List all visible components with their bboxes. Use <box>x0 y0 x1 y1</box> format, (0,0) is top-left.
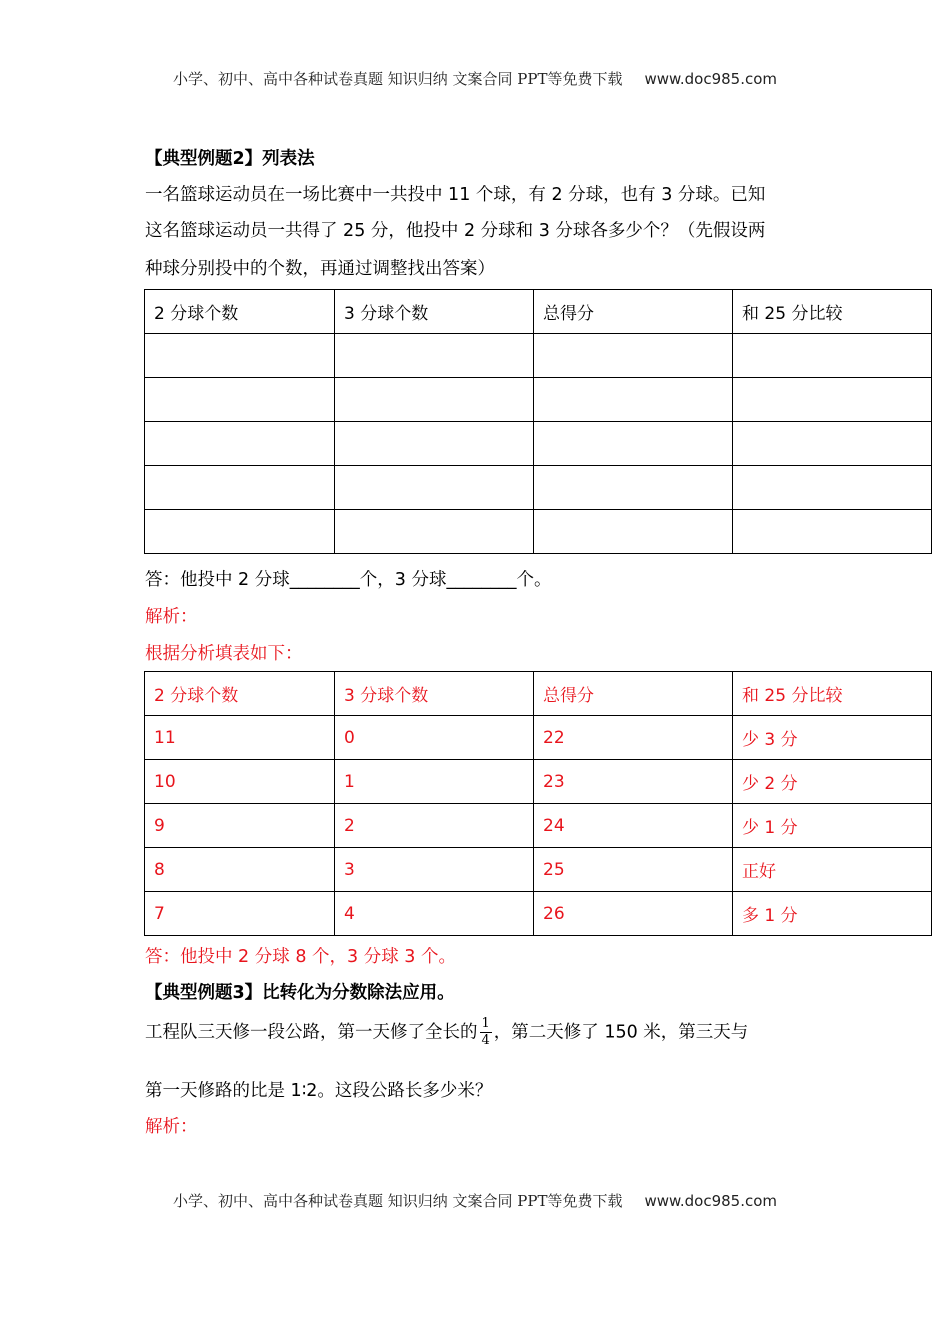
blank-table-row <box>145 466 932 510</box>
blank-cell[interactable] <box>335 334 534 378</box>
blank-cell[interactable] <box>534 334 733 378</box>
solution-cell: 26 <box>534 892 733 936</box>
header-site[interactable]: www.doc985.com <box>644 70 778 88</box>
example2-problem-line-2: 这名篮球运动员一共得了 25 分，他投中 2 分球和 3 分球各多少个？（先假设两 <box>145 221 766 241</box>
blank-cell[interactable] <box>534 422 733 466</box>
solution-cell: 22 <box>534 716 733 760</box>
solution-cell: 正好 <box>733 848 932 892</box>
solution-cell: 多 1 分 <box>733 892 932 936</box>
blank-cell[interactable] <box>145 510 335 554</box>
solution-cell: 少 2 分 <box>733 760 932 804</box>
blank-cell[interactable] <box>534 466 733 510</box>
solution-cell: 3 <box>335 848 534 892</box>
blank-table-row <box>145 334 932 378</box>
blank-header-cell: 3 分球个数 <box>335 290 534 334</box>
page-header <box>0 68 950 89</box>
solution-header-cell: 3 分球个数 <box>335 672 534 716</box>
blank-cell[interactable] <box>733 510 932 554</box>
blank-table-row <box>145 422 932 466</box>
blank-cell[interactable] <box>335 466 534 510</box>
solution-table <box>144 671 932 936</box>
blank-cell[interactable] <box>335 378 534 422</box>
solution-header-cell: 和 25 分比较 <box>733 672 932 716</box>
fraction-numerator: 1 <box>481 1016 490 1031</box>
blank-table <box>144 289 932 554</box>
solution-cell: 1 <box>335 760 534 804</box>
solution-cell: 7 <box>145 892 335 936</box>
solution-cell: 25 <box>534 848 733 892</box>
footer-site[interactable]: www.doc985.com <box>644 1192 778 1210</box>
header-text: 小学、初中、高中各种试卷真题 知识归纳 文案合同 PPT等免费下载 <box>172 70 623 88</box>
blank-cell[interactable] <box>534 510 733 554</box>
solution-row <box>145 804 932 848</box>
solution-row <box>145 760 932 804</box>
blank-cell[interactable] <box>733 334 932 378</box>
blank-table-row <box>145 510 932 554</box>
fraction-denominator: 4 <box>481 1033 490 1048</box>
blank-cell[interactable] <box>145 422 335 466</box>
solution-row <box>145 716 932 760</box>
solution-cell: 少 1 分 <box>733 804 932 848</box>
blank-header-cell: 2 分球个数 <box>145 290 335 334</box>
analysis-intro: 根据分析填表如下： <box>145 644 303 664</box>
answer-blank-line: 答：他投中 2 分球________个，3 分球________个。 <box>145 570 552 590</box>
solution-header-cell: 总得分 <box>534 672 733 716</box>
blank-cell[interactable] <box>145 378 335 422</box>
blank-cell[interactable] <box>534 378 733 422</box>
example3-title: 【典型例题3】比转化为分数除法应用。 <box>145 983 455 1003</box>
blank-header-cell: 总得分 <box>534 290 733 334</box>
solution-cell: 少 3 分 <box>733 716 932 760</box>
blank-cell[interactable] <box>733 422 932 466</box>
page-footer <box>0 1190 950 1211</box>
footer-text: 小学、初中、高中各种试卷真题 知识归纳 文案合同 PPT等免费下载 <box>172 1192 623 1210</box>
blank-cell[interactable] <box>733 466 932 510</box>
example2-title: 【典型例题2】列表法 <box>145 149 315 169</box>
solution-row <box>145 892 932 936</box>
solution-cell: 24 <box>534 804 733 848</box>
blank-cell[interactable] <box>335 510 534 554</box>
analysis-label: 解析： <box>145 607 198 627</box>
example3-line-2: 第一天修路的比是 1∶2。这段公路长多少米？ <box>145 1081 493 1101</box>
blank-table-header-row <box>145 290 932 334</box>
solution-cell: 10 <box>145 760 335 804</box>
solution-cell: 8 <box>145 848 335 892</box>
solution-cell: 2 <box>335 804 534 848</box>
solution-header-cell: 2 分球个数 <box>145 672 335 716</box>
example3-line-1 <box>145 1016 748 1049</box>
example2-problem-line-3: 种球分别投中的个数，再通过调整找出答案） <box>145 259 495 279</box>
solution-answer: 答：他投中 2 分球 8 个，3 分球 3 个。 <box>145 947 456 967</box>
blank-cell[interactable] <box>733 378 932 422</box>
blank-header-cell: 和 25 分比较 <box>733 290 932 334</box>
fraction-one-quarter <box>480 1016 492 1049</box>
example3-line-1-after: ，第二天修了 150 米，第三天与 <box>493 1022 749 1043</box>
solution-cell: 23 <box>534 760 733 804</box>
solution-cell: 11 <box>145 716 335 760</box>
solution-cell: 4 <box>335 892 534 936</box>
blank-cell[interactable] <box>335 422 534 466</box>
solution-cell: 0 <box>335 716 534 760</box>
solution-cell: 9 <box>145 804 335 848</box>
blank-cell[interactable] <box>145 466 335 510</box>
solution-header-row <box>145 672 932 716</box>
blank-cell[interactable] <box>145 334 335 378</box>
example3-analysis-label: 解析： <box>145 1117 198 1137</box>
solution-row <box>145 848 932 892</box>
example2-problem-line-1: 一名篮球运动员在一场比赛中一共投中 11 个球，有 2 分球，也有 3 分球。已知 <box>145 185 766 205</box>
blank-table-row <box>145 378 932 422</box>
example3-line-1-before: 工程队三天修一段公路，第一天修了全长的 <box>145 1022 478 1043</box>
